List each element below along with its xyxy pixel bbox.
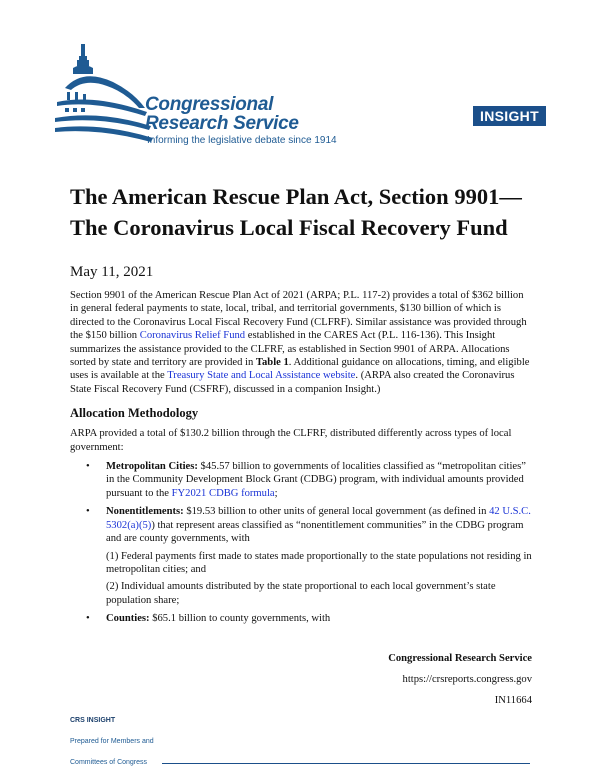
prepared-line2: Committees of Congress [70, 759, 148, 766]
bullet-label: Metropolitan Cities: [106, 461, 198, 473]
series-label: CRS INSIGHT [70, 717, 116, 724]
prepared-line1: Prepared for Members and [70, 738, 154, 745]
intro-text-1: Section 9901 of the American Rescue Plan Act of 2021 (ARPA; P.L. 117-2) provides a total of $362 billion in general federal payments to state, local, tribal, and territorial governments, $130 billion of which is directed to the Coronavirus Local Fiscal Recovery Fund (CLFRF). Similar assistance was provided through the $150 billion [70, 290, 527, 342]
report-id: IN11664 [494, 695, 532, 706]
footer-divider [162, 763, 530, 764]
logo-line1: Congressional [145, 94, 274, 115]
table-reference: Table 1 [255, 357, 289, 369]
intro-text-2: established in the CARES Act (P.L. 116-136). This Insight summarizes the assistance provided to the CLFRF, as established in Section 9901 of ARPA. Allocations sorted by state and territory are provided in [70, 330, 510, 369]
sub-item-2: (2) Individual amounts distributed by the state proportional to each local government’s state population share; [106, 581, 496, 606]
list-item-counties [70, 612, 532, 625]
bullet-tail: ; [274, 487, 278, 499]
bullet-icon: • [86, 613, 90, 625]
bullet-text: $65.1 billion to county governments, with [149, 613, 331, 625]
logo-tagline: Informing the legislative debate since 1914 [147, 135, 337, 146]
cdbg-formula-link[interactable]: FY2021 CDBG formula [171, 487, 275, 499]
bullet-icon: • [86, 461, 90, 473]
bullet-label: Nonentitlements: [106, 506, 184, 518]
intro-text-4: . (ARPA also created the Coronavirus State Fiscal Recovery Fund (CSFRF), discussed in a companion Insight.) [70, 370, 515, 395]
treasury-website-link[interactable]: Treasury State and Local Assistance website [167, 370, 356, 382]
section-heading: Allocation Methodology [70, 406, 199, 421]
intro-paragraph [70, 289, 532, 396]
title-line1: The American Rescue Plan Act, Section 9901— [70, 184, 522, 209]
usc-5302-link[interactable]: 42 U.S.C. 5302(a)(5) [106, 506, 531, 531]
document-body [70, 181, 532, 631]
bullet-icon: • [86, 506, 90, 518]
sub-item-1: (1) Federal payments first made to states made proportionally to the state populations not residing in metropolitan cities; and [106, 550, 532, 575]
bullet-text: $19.53 billion to other units of general local government (as defined in [183, 506, 490, 518]
bullet-label: Counties: [106, 613, 150, 625]
allocation-intro: ARPA provided a total of $130.2 billion through the CLFRF, distributed differently across types of local government: [70, 428, 512, 453]
bullet-tail: ) that represent areas classified as “nonentitlement communities” in the CDBG program and are county governments, with [106, 519, 524, 545]
list-item-metropolitan-cities [70, 460, 532, 500]
capitol-dome-icon [55, 38, 155, 146]
crs-footer-block [388, 652, 532, 707]
list-item-nonentitlements [70, 505, 532, 607]
crs-logo [55, 38, 337, 146]
logo-line2: Research Service [145, 113, 299, 134]
bullet-text: $45.57 billion to governments of localities classified as “metropolitan cities” in the Community Development Block Grant (CDBG) program, with individual amounts provided pursuant to the [106, 461, 526, 499]
insight-badge: INSIGHT [473, 106, 546, 126]
coronavirus-relief-fund-link[interactable]: Coronavirus Relief Fund [139, 330, 246, 342]
report-date: May 11, 2021 [70, 264, 154, 280]
page-title [70, 181, 532, 243]
allocation-list [70, 460, 532, 625]
title-line2: The Coronavirus Local Fiscal Recovery Fund [70, 215, 508, 240]
intro-text-3: . Additional guidance on allocations, timing, and eligible uses is available at the [70, 357, 530, 382]
crs-url[interactable]: https://crsreports.congress.gov [402, 674, 532, 685]
crs-name: Congressional Research Service [388, 653, 532, 664]
